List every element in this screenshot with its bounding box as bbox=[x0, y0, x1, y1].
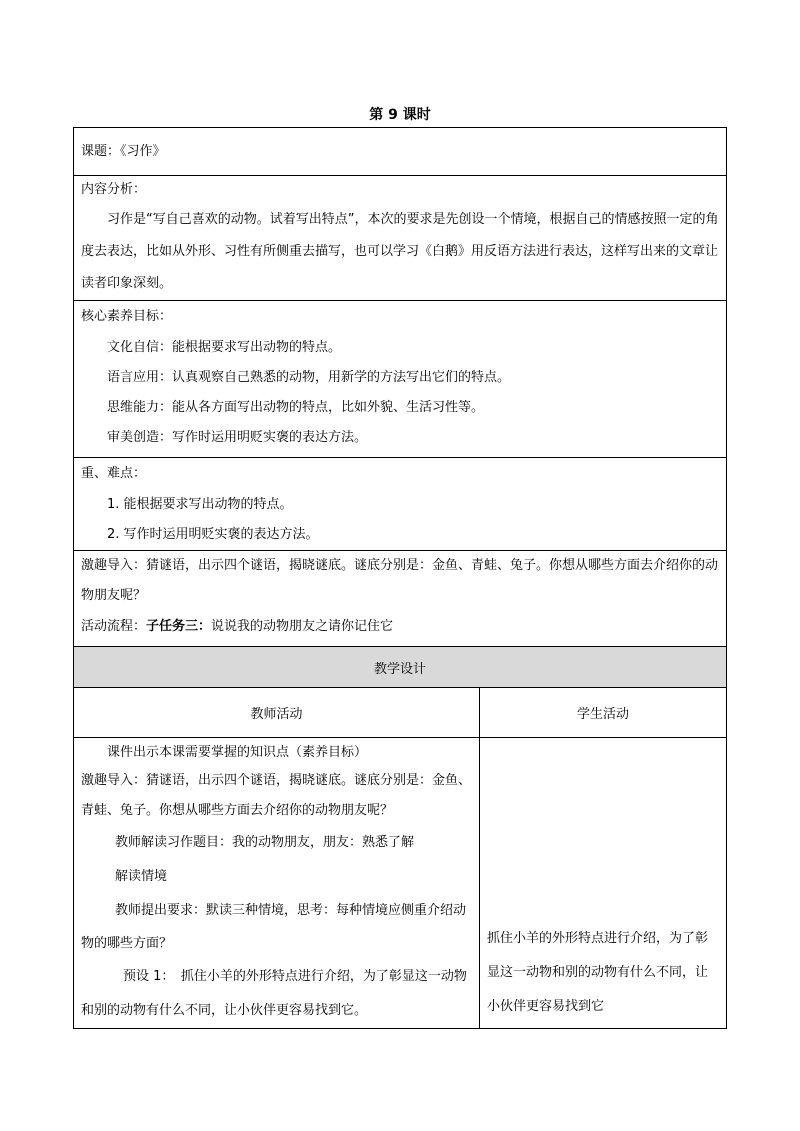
teacher-line: 教师提出要求：默读三种情境，思考：每种情境应侧重介绍动物的哪些方面？ bbox=[81, 903, 467, 951]
activity-flow-task: 子任务三： bbox=[146, 619, 212, 634]
student-activity-cell bbox=[480, 738, 727, 1029]
activity-flow-label: 活动流程： bbox=[81, 619, 147, 634]
intro-row bbox=[74, 551, 727, 647]
key-point-item: 1. 能根据要求写出动物的特点。 bbox=[107, 497, 293, 512]
topic-row bbox=[74, 128, 727, 176]
core-goal-item: 文化自信：能根据要求写出动物的特点。 bbox=[107, 340, 342, 355]
topic: 课题：《习作》 bbox=[81, 143, 166, 159]
intro-text: 激趣导入：猜谜语，出示四个谜语，揭晓谜底。谜底分别是：金鱼、青蛙、兔子。你想从哪些方面去介绍你的动物朋友呢？ bbox=[81, 558, 719, 603]
key-point-item: 2. 写作时运用明贬实褒的表达方法。 bbox=[107, 527, 319, 542]
key-points-row bbox=[74, 458, 727, 551]
teacher-line: 预设 1： 抓住小羊的外形特点进行介绍，为了彰显这一动物和别的动物有什么不同，让小伙伴更容易找到它。 bbox=[81, 969, 467, 1018]
design-title: 教学设计 bbox=[74, 647, 727, 688]
design-body-row bbox=[74, 738, 727, 1029]
design-header-row bbox=[74, 688, 727, 738]
core-goal-item: 审美创造：写作时运用明贬实褒的表达方法。 bbox=[107, 430, 368, 445]
core-goals-heading: 核心素养目标： bbox=[81, 309, 173, 324]
key-points-heading: 重、难点： bbox=[81, 466, 147, 481]
activity-flow-text: 说说我的动物朋友之请你记住它 bbox=[211, 619, 394, 634]
page-title: 第 9 课时 bbox=[369, 107, 431, 123]
teacher-line: 解读情境 bbox=[115, 869, 168, 884]
content-analysis-row bbox=[74, 176, 727, 301]
student-activity-text: 抓住小羊的外形特点进行介绍，为了彰显这一动物和别的动物有什么不同，让小伙伴更容易找到它 bbox=[487, 931, 709, 1014]
activity-flow bbox=[81, 611, 719, 643]
lesson-plan-table bbox=[73, 127, 727, 1029]
content-analysis-text: 习作是“写自己喜欢的动物。试着写出特点”，本次的要求是先创设一个情境，根据自己的情感按照一定的角度去表达，比如从外形、习性有所侧重去描写，也可以学习《白鹅》用反语方法进行表达，这样写出来的文章让读者印象深刻。 bbox=[81, 212, 719, 291]
design-band-row bbox=[74, 647, 727, 688]
teacher-line: 课件出示本课需要掌握的知识点（素养目标） bbox=[107, 745, 368, 760]
teacher-activity-header: 教师活动 bbox=[74, 688, 480, 738]
core-goal-item: 思维能力：能从各方面写出动物的特点，比如外貌、生活习性等。 bbox=[107, 400, 485, 415]
teacher-line: 教师解读习作题目：我的动物朋友，朋友：熟悉了解 bbox=[115, 835, 415, 850]
core-goal-item: 语言应用：认真观察自己熟悉的动物，用新学的方法写出它们的特点。 bbox=[107, 370, 511, 385]
student-activity-header: 学生活动 bbox=[480, 688, 727, 738]
teacher-line: 激趣导入：猜谜语，出示四个谜语，揭晓谜底。谜底分别是：金鱼、青蛙、兔子。你想从哪些方面去介绍你的动物朋友呢？ bbox=[81, 773, 472, 818]
content-analysis-heading: 内容分析： bbox=[81, 182, 147, 197]
core-goals-row bbox=[74, 301, 727, 458]
